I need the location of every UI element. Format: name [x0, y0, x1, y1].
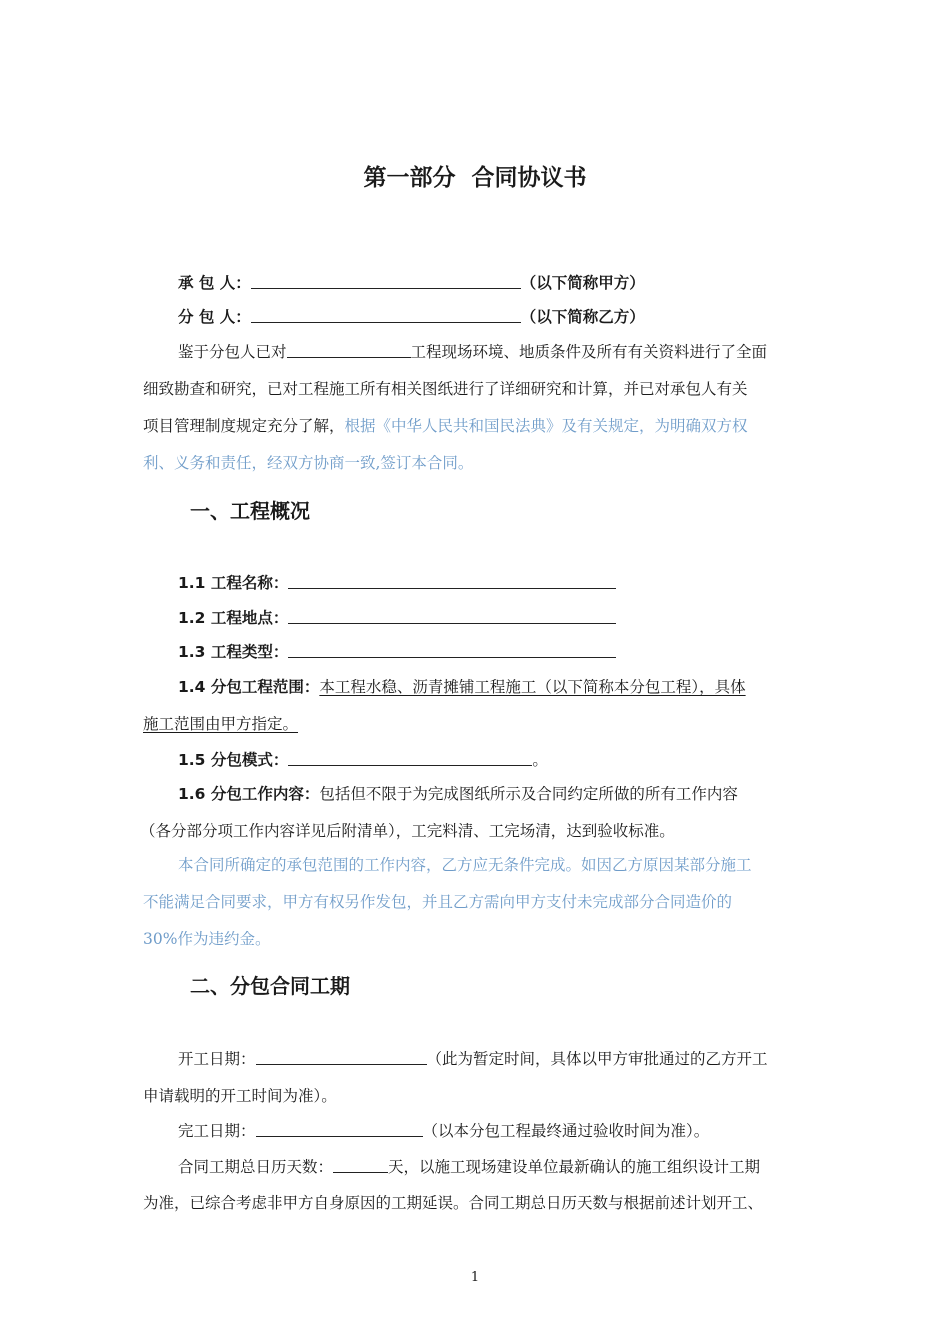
end-date-note: （以本分包工程最终通过验收时间为准）。	[422, 1122, 710, 1140]
total-days-row	[178, 1157, 760, 1177]
subcontract-scope-text: 本工程水稳、沥青摊铺工程施工（以下简称本分包工程），具体	[319, 678, 746, 696]
subcontract-scope-line-2: 施工范围由甲方指定。	[143, 715, 299, 733]
penalty-note-line-2: 不能满足合同要求，甲方有权另作发包，并且乙方需向甲方支付未完成部分合同造价的	[143, 893, 733, 911]
subcontractor-row	[178, 307, 645, 327]
total-days-note: 天，以施工现场建设单位最新确认的施工组织设计工期	[388, 1158, 761, 1176]
intro-text: 工程现场环境、地质条件及所有有关资料进行了全面	[410, 343, 768, 361]
project-name-row	[178, 573, 616, 593]
section-2-heading: 二、分包合同工期	[190, 974, 350, 998]
project-location-blank	[288, 608, 616, 624]
start-date-row	[178, 1049, 768, 1069]
intro-text: 项目管理制度规定充分了解，	[143, 417, 345, 435]
subcontract-mode-label: 1.5 分包模式：	[178, 751, 289, 769]
work-content-label: 1.6 分包工作内容：	[178, 785, 320, 803]
work-content-row	[178, 784, 738, 804]
end-date-row	[178, 1121, 709, 1141]
project-name-label: 1.1 工程名称：	[178, 574, 289, 592]
page-number: 1	[470, 1270, 480, 1285]
total-days-label: 合同工期总日历天数：	[178, 1158, 334, 1176]
subcontract-scope-label: 1.4 分包工程范围：	[178, 678, 320, 696]
section-1-heading: 一、工程概况	[190, 499, 310, 523]
start-date-note: （此为暂定时间，具体以甲方审批通过的乙方开工	[426, 1050, 768, 1068]
page-title: 第一部分 合同协议书	[363, 165, 587, 191]
subcontract-scope-row	[178, 677, 746, 697]
total-days-line-2: 为准，已综合考虑非甲方自身原因的工期延误。合同工期总日历天数与根据前述计划开工、	[143, 1194, 764, 1212]
project-location-label: 1.2 工程地点：	[178, 609, 289, 627]
subcontract-mode-row	[178, 750, 548, 770]
penalty-note-line-1: 本合同所确定的承包范围的工作内容，乙方应无条件完成。如因乙方原因某部分施工	[178, 856, 752, 874]
project-type-row	[178, 642, 616, 662]
contractor-row	[178, 273, 645, 293]
start-date-label: 开工日期：	[178, 1050, 256, 1068]
project-name-blank	[288, 573, 616, 589]
subcontract-mode-blank	[288, 750, 532, 766]
work-content-text: 包括但不限于为完成图纸所示及合同约定所做的所有工作内容	[319, 785, 738, 803]
subcontract-mode-suffix: 。	[532, 751, 548, 769]
contractor-blank	[251, 273, 521, 289]
start-date-blank	[256, 1049, 427, 1065]
project-location-row	[178, 608, 616, 628]
penalty-note-line-3: 30%作为违约金。	[143, 930, 271, 948]
contractor-suffix: （以下简称甲方）	[520, 274, 645, 292]
intro-line-4: 利、义务和责任，经双方协商一致,签订本合同。	[143, 454, 474, 472]
intro-line-1	[178, 342, 767, 362]
subcontractor-blank	[251, 307, 521, 323]
intro-line-2: 细致勘查和研究，已对工程施工所有相关图纸进行了详细研究和计算，并已对承包人有关	[143, 380, 748, 398]
work-content-line-2: （各分部分项工作内容详见后附清单），工完料清、工完场清，达到验收标准。	[140, 822, 675, 840]
end-date-label: 完工日期：	[178, 1122, 256, 1140]
subcontractor-label: 分 包 人：	[178, 308, 251, 326]
end-date-blank	[256, 1121, 423, 1137]
intro-legal-basis: 根据《中华人民共和国民法典》及有关规定，为明确双方权	[344, 417, 748, 435]
project-blank	[287, 342, 411, 358]
total-days-blank	[333, 1157, 388, 1173]
project-type-label: 1.3 工程类型：	[178, 643, 289, 661]
contractor-label: 承 包 人：	[178, 274, 251, 292]
intro-text: 鉴于分包人已对	[178, 343, 287, 361]
project-type-blank	[288, 642, 616, 658]
intro-line-3	[143, 416, 748, 436]
start-date-line-2: 申请载明的开工时间为准）。	[143, 1087, 337, 1105]
subcontractor-suffix: （以下简称乙方）	[520, 308, 645, 326]
